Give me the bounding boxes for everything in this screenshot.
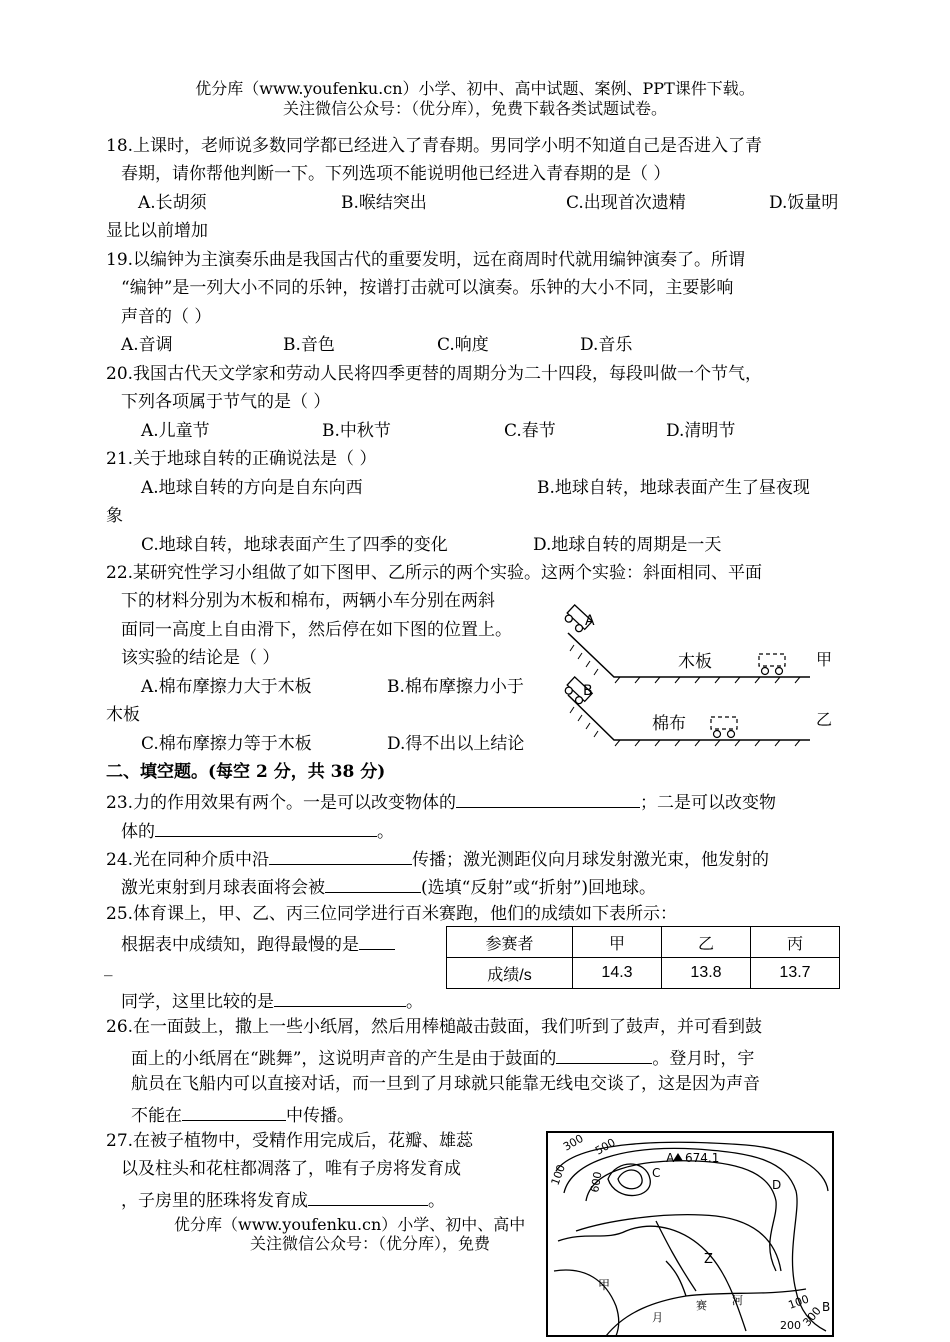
- q26-line-2: [131, 1045, 754, 1070]
- q26-blank-2[interactable]: [182, 1102, 286, 1121]
- q25-line-3: _: [104, 957, 113, 977]
- table-cell: 14.3: [573, 958, 662, 989]
- table-cell: 13.7: [751, 958, 840, 989]
- q25-text-4b: 。: [406, 992, 423, 1012]
- q24-line-2: [121, 874, 656, 899]
- q22-line-4: 该实验的结论是（ ）: [121, 648, 280, 668]
- header-line-1: 优分库（www.youfenku.cn）小学、初中、高中试题、案例、PPT课件下载。: [195, 79, 755, 98]
- surface-label-wood: 木板: [678, 652, 712, 672]
- point-jia: 甲: [598, 1278, 611, 1292]
- q27-blank-1[interactable]: [308, 1187, 428, 1206]
- header-line-2: 关注微信公众号：（优分库），免费下载各类试题试卷。: [282, 99, 667, 118]
- q26-text-4a: 不能在: [131, 1106, 182, 1126]
- q21-line-1: 21.关于地球自转的正确说法是（ ）: [106, 449, 377, 469]
- q20-line-2: 下列各项属于节气的是（ ）: [121, 392, 331, 412]
- q23-text-1a: 23.力的作用效果有两个。一是可以改变物体的: [106, 793, 457, 813]
- q24-line-1: [106, 846, 769, 871]
- label-b200: 200: [780, 1319, 801, 1332]
- q26-text-4b: 中传播。: [286, 1106, 354, 1126]
- q22-option-a: A.棉布摩擦力大于木板: [141, 677, 312, 697]
- table-header-cell: 参赛者: [447, 927, 573, 958]
- race-results-table: [446, 926, 840, 989]
- q18-option-b: B.喉结突出: [341, 193, 427, 213]
- q25-blank-2[interactable]: [274, 988, 406, 1007]
- incline-yi: [568, 695, 810, 746]
- q26-text-2a: 面上的小纸屑在“跳舞”，这说明声音的产生是由于鼓面的: [131, 1049, 557, 1069]
- cart-yi-stopped: [711, 717, 737, 738]
- label-b300: 300: [800, 1304, 824, 1329]
- q23-text-2a: 体的: [121, 822, 155, 842]
- q20-option-a: A.儿童节: [141, 421, 210, 441]
- q26-text-2b: 。登月时，宇: [652, 1049, 755, 1069]
- river-char-2: 赛: [696, 1299, 707, 1312]
- incline-experiment-figure: [560, 605, 850, 755]
- q25-blank-1[interactable]: [359, 931, 395, 950]
- q26-line-4: [131, 1102, 354, 1127]
- q21-option-a: A.地球自转的方向是自东向西: [141, 478, 363, 498]
- q25-line-2: [121, 931, 395, 956]
- q19-option-b: B.音色: [283, 335, 335, 355]
- q19-line-3: 声音的（ ）: [121, 307, 212, 327]
- q22-line-2: 下的材料分别为木板和棉布，两辆小车分别在两斜: [121, 591, 495, 611]
- q22-line-3: 面同一高度上自由滑下，然后停在如下图的位置上。: [121, 620, 512, 640]
- river-char-1: 月: [652, 1311, 663, 1324]
- contour-map: [546, 1131, 834, 1337]
- label-300: 300: [561, 1131, 586, 1154]
- q22-option-b: B.棉布摩擦力小于: [387, 677, 524, 697]
- q18-option-c: C.出现首次遗精: [566, 193, 686, 213]
- q22-option-d: D.得不出以上结论: [387, 734, 525, 754]
- peak-label-a: A: [666, 1151, 675, 1165]
- point-d: D: [772, 1178, 782, 1192]
- label-b: B: [583, 683, 593, 699]
- cart-jia-stopped: [759, 654, 785, 675]
- q24-blank-2[interactable]: [325, 874, 421, 893]
- q25-text-2: 根据表中成绩知，跑得最慢的是: [121, 935, 359, 955]
- tag-yi: 乙: [816, 710, 833, 729]
- q20-option-c: C.春节: [504, 421, 556, 441]
- q27-text-3b: 。: [428, 1191, 445, 1211]
- q23-text-2b: 。: [377, 822, 394, 842]
- q19-option-a: A.音调: [121, 335, 173, 355]
- table-header-cell: 乙: [662, 927, 751, 958]
- tag-jia: 甲: [816, 650, 833, 669]
- label-100: 100: [548, 1162, 569, 1188]
- q23-line-1: [106, 789, 776, 814]
- q27-text-3a: ，子房里的胚珠将发育成: [121, 1191, 308, 1211]
- q21-option-c: C.地球自转，地球表面产生了四季的变化: [141, 535, 448, 555]
- q26-blank-1[interactable]: [556, 1045, 652, 1064]
- q18-option-d: D.饭量明: [769, 193, 839, 213]
- surface-label-cotton: 棉布: [652, 714, 686, 734]
- q20-option-b: B.中秋节: [322, 421, 391, 441]
- label-a: A: [585, 613, 595, 629]
- point-b: B: [822, 1300, 831, 1314]
- river-char-3: 河: [732, 1294, 743, 1307]
- table-cell: 13.8: [662, 958, 751, 989]
- q24-blank-1[interactable]: [269, 846, 412, 865]
- footer-line-1: 优分库（www.youfenku.cn）小学、初中、高中: [174, 1215, 526, 1234]
- table-row: [447, 958, 840, 989]
- table-header-cell: 甲: [573, 927, 662, 958]
- peak-height: 674.1: [685, 1151, 720, 1165]
- q24-text-2b: (选填“反射”或“折射”)回地球。: [421, 878, 657, 898]
- q25-line-1: 25.体育课上，甲、乙、丙三位同学进行百米赛跑，他们的成绩如下表所示：: [106, 904, 678, 924]
- q27-line-3: [121, 1187, 445, 1212]
- q19-option-c: C.响度: [437, 335, 489, 355]
- q22-option-c: C.棉布摩擦力等于木板: [141, 734, 312, 754]
- q25-line-4: [121, 988, 423, 1013]
- label-600: 600: [588, 1170, 605, 1194]
- q22-line-1: 22.某研究性学习小组做了如下图甲、乙所示的两个实验。这两个实验：斜面相同、平面: [106, 563, 763, 583]
- label-500: 500: [593, 1135, 618, 1158]
- q27-line-2: 以及柱头和花柱都凋落了，唯有子房将发育成: [121, 1159, 461, 1179]
- q18-option-a: A.长胡须: [138, 193, 207, 213]
- q21-option-b: B.地球自转，地球表面产生了昼夜现: [537, 478, 810, 498]
- q20-line-1: 20.我国古代天文学家和劳动人民将四季更替的周期分为二十四段，每段叫做一个节气，: [106, 364, 763, 384]
- q23-blank-2[interactable]: [155, 818, 377, 837]
- q20-option-d: D.清明节: [666, 421, 736, 441]
- q26-line-3: 航员在飞船内可以直接对话，而一旦到了月球就只能靠无线电交谈了，这是因为声音: [131, 1074, 760, 1094]
- q27-line-1: 27.在被子植物中，受精作用完成后，花瓣、雄蕊: [106, 1131, 474, 1151]
- q23-blank-1[interactable]: [456, 789, 640, 808]
- section-title-fill-in: 二、填空题。(每空 2 分，共 38 分): [106, 762, 386, 782]
- q26-line-1: 26.在一面鼓上，撒上一些小纸屑，然后用棒槌敲击鼓面，我们听到了鼓声，并可看到鼓: [106, 1017, 763, 1037]
- table-header-cell: 丙: [751, 927, 840, 958]
- q23-line-2: [121, 818, 394, 843]
- footer-line-2: 关注微信公众号：（优分库），免费: [250, 1234, 491, 1253]
- q21-option-d: D.地球自转的周期是一天: [533, 535, 722, 555]
- q22-continuation: 木板: [106, 705, 140, 725]
- q24-text-1b: 传播；激光测距仪向月球发射激光束，他发射的: [412, 850, 770, 870]
- q24-text-1a: 24.光在同种介质中沿: [106, 850, 270, 870]
- point-c: C: [652, 1166, 661, 1180]
- q19-option-d: D.音乐: [580, 335, 633, 355]
- q21-continuation: 象: [106, 506, 123, 526]
- q23-text-1b: ；二是可以改变物: [640, 793, 777, 813]
- point-z: Z: [704, 1252, 713, 1267]
- q25-text-4a: 同学，这里比较的是: [121, 992, 274, 1012]
- q18-continuation: 显比以前增加: [106, 221, 208, 241]
- q19-line-2: “编钟”是一列大小不同的乐钟，按谱打击就可以演奏。乐钟的大小不同，主要影响: [121, 278, 734, 298]
- label-b100: 100: [786, 1292, 811, 1312]
- q18-line-1: 18.上课时，老师说多数同学都已经进入了青春期。男同学小明不知道自己是否进入了青: [106, 136, 763, 156]
- table-cell: 成绩/s: [447, 958, 573, 989]
- q18-line-2: 春期，请你帮他判断一下。下列选项不能说明他已经进入青春期的是（ ）: [121, 164, 671, 184]
- q19-line-1: 19.以编钟为主演奏乐曲是我国古代的重要发明，远在商周时代就用编钟演奏了。所谓: [106, 250, 746, 270]
- table-header-row: [447, 927, 840, 958]
- q24-text-2a: 激光束射到月球表面将会被: [121, 878, 325, 898]
